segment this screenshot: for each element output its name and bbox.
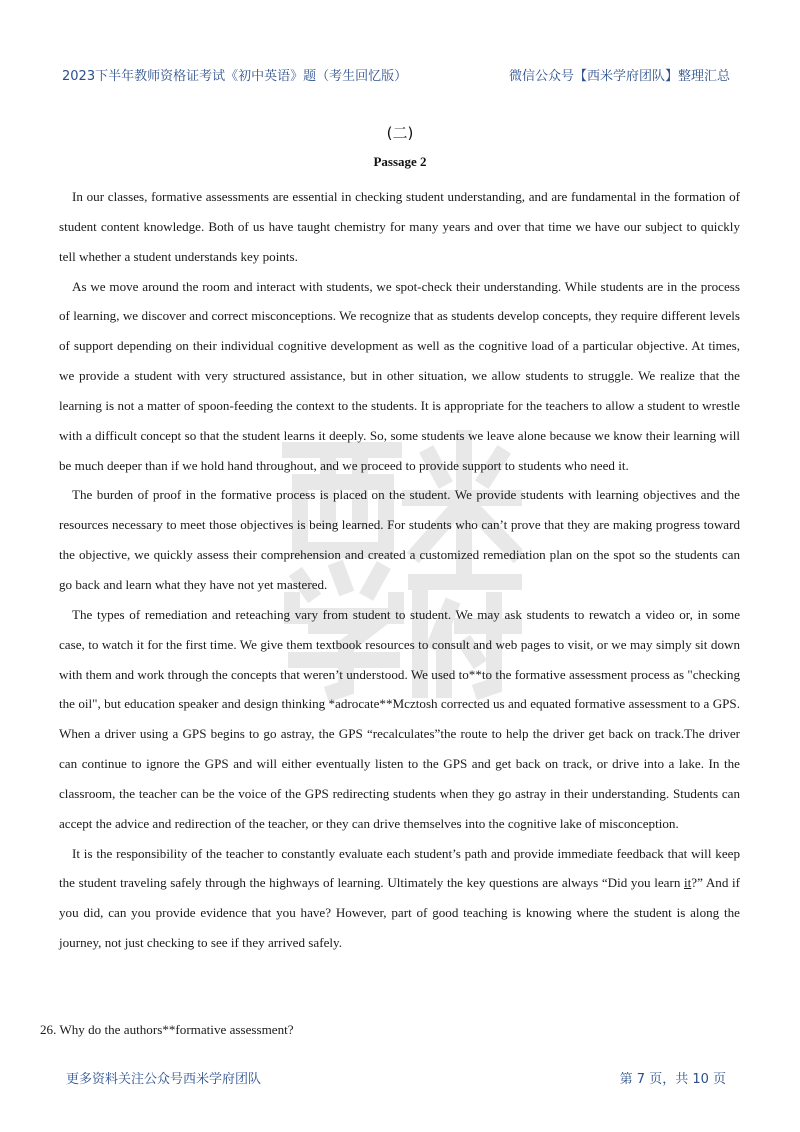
section-title: (二) bbox=[386, 124, 414, 142]
footer-promo: 更多资料关注公众号西米学府团队 bbox=[66, 1072, 262, 1087]
question-26: 26. Why do the authors**formative assessment? bbox=[40, 1022, 294, 1037]
header-title: 2023下半年教师资格证考试《初中英语》题（考生回忆版） bbox=[62, 69, 408, 84]
passage-body bbox=[59, 182, 740, 958]
page-number: 第 7 页，共 10 页 bbox=[619, 1072, 726, 1087]
paragraph-1: In our classes, formative assessments are essential in checking student understanding, and are fundamental in the formation of student content knowledge. Both of us have taught chemistry for many years and over that time we have our subject to quickly tell whether a student understands key points. bbox=[59, 189, 740, 264]
passage-title: Passage 2 bbox=[373, 154, 427, 169]
underlined-word: it bbox=[684, 875, 692, 891]
paragraph-5 bbox=[59, 839, 740, 958]
paragraph-3: The burden of proof in the formative process is placed on the student. We provide students with learning objectives and the resources necessary to meet those objectives is being learned. For students who can’t prove that they are making progress toward the objective, we quickly assess their comprehension and created a customized remediation plan on the spot so the students can go back and learn what they have not yet mastered. bbox=[59, 487, 740, 592]
header-source: 微信公众号【西米学府团队】整理汇总 bbox=[508, 69, 730, 84]
paragraph-4: The types of remediation and reteaching vary from student to student. We may ask students to rewatch a video or, in some case, to watch it for the first time. We give them textbook resources to consult and web pages to visit, or we may simply sit down with them and work through the concepts that weren’t understood. We used to**to the formative assessment process as "checking the oil", but education speaker and design thinking *adrocate**Mcztosh corrected us and equated formative assessment to a GPS. When a driver using a GPS begins to go astray, the GPS “recalculates”the route to help the driver get back on track.The driver can continue to ignore the GPS and will either eventually listen to the GPS and get back on track, or drive into a lake. In the classroom, the teacher can be the voice of the GPS redirecting students when they go astray in their understanding. Students can accept the advice and redirection of the teacher, or they can drive themselves into the cognitive lake of misconception. bbox=[59, 606, 740, 831]
paragraph-5-text-end: ?” And if you did, can you provide evidence that you have? However, part of good teaching is knowing where the student is along the journey, not just checking to see if they arrived safely. bbox=[59, 875, 740, 951]
paragraph-2: As we move around the room and interact with students, we spot-check their understanding. While students are in the process of learning, we discover and correct misconceptions. We recognize that as students develop concepts, they require different levels of support depending on their individual cognitive development as well as the cognitive load of a particular objective. At times, we provide a student with very structured assistance, but in other situation, we allow students to struggle. We realize that the learning is not a matter of spoon-feeding the context to the students. It is appropriate for the teachers to allow a student to wrestle with a difficult concept so that the student learns it deeply. So, some students we leave alone because we know their learning will be much deeper than if we hold hand throughout, and we proceed to provide support to students who need it. bbox=[59, 278, 740, 473]
paragraph-5-text-start: It is the responsibility of the teacher to constantly evaluate each student’s path and provide immediate feedback that will keep the student traveling safely through the highways of learning. Ultimately the key questions are always “Did you learn bbox=[59, 845, 740, 891]
